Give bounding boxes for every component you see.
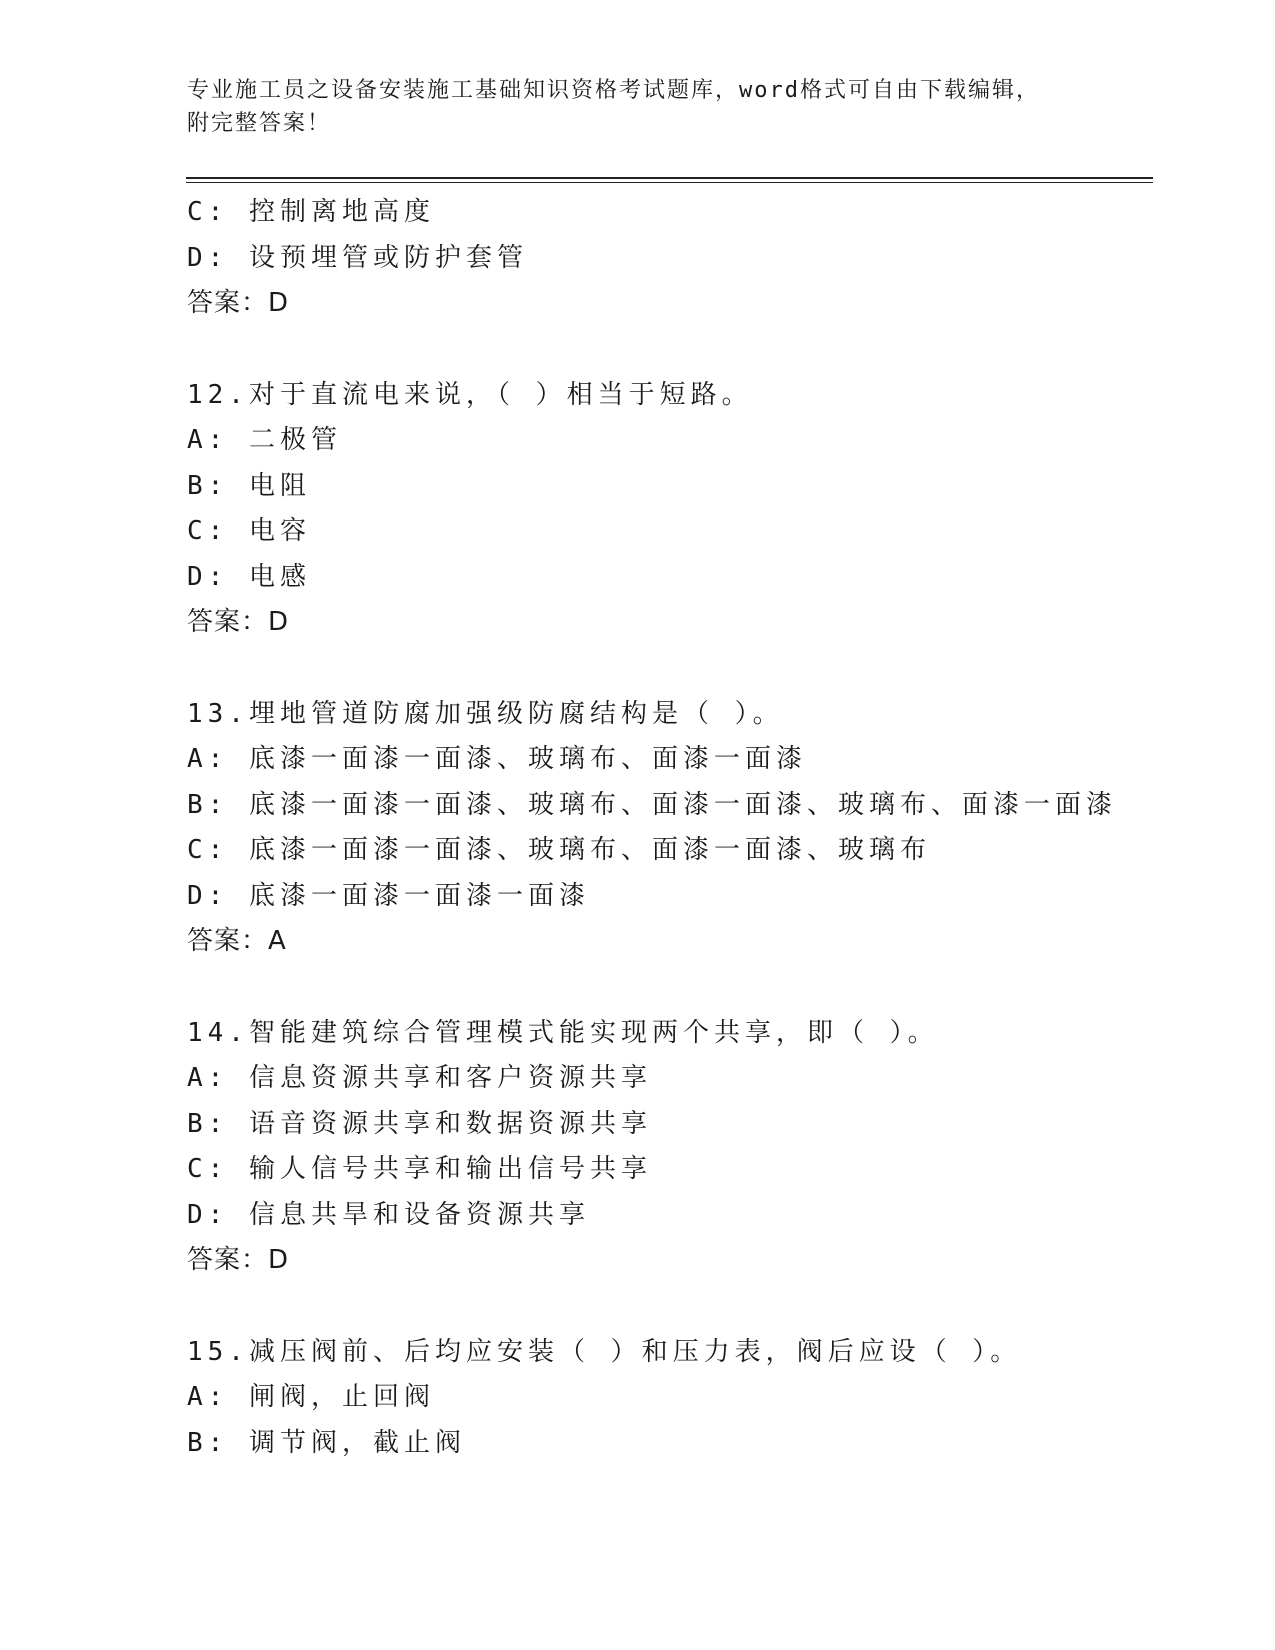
- option-a: A: 闸阀，止回阀: [187, 1382, 435, 1412]
- option-c: C: 控制离地高度: [187, 197, 435, 227]
- answer: 答案：D: [187, 1245, 290, 1275]
- option-d: D: 电感: [187, 561, 311, 592]
- question-list: [187, 190, 1187, 1466]
- question-15: [187, 1330, 1187, 1467]
- option-a: A: 二极管: [187, 425, 342, 455]
- option-a: A: 底漆一面漆一面漆、玻璃布、面漆一面漆: [187, 744, 807, 774]
- question-stem: 14.智能建筑综合管理模式能实现两个共享，即（ ）。: [187, 1017, 939, 1048]
- header-line-1: 专业施工员之设备安装施工基础知识资格考试题库，word格式可自由下载编辑，: [187, 78, 1040, 103]
- option-b: B: 电阻: [187, 470, 311, 501]
- question-stem: 15.减压阀前、后均应安装（ ）和压力表，阀后应设（ ）。: [187, 1336, 1022, 1367]
- question-11-continued: [187, 190, 1187, 327]
- option-c: C: 输人信号共享和输出信号共享: [187, 1154, 652, 1184]
- option-b: B: 调节阀，截止阀: [187, 1427, 466, 1458]
- option-d: D: 信息共旱和设备资源共享: [187, 1199, 590, 1230]
- answer: 答案：D: [187, 607, 290, 637]
- option-d: D: 底漆一面漆一面漆一面漆: [187, 880, 590, 911]
- question-stem: 13.埋地管道防腐加强级防腐结构是（ ）。: [187, 698, 784, 729]
- question-stem: 12.对于直流电来说，（ ）相当于短路。: [187, 379, 753, 410]
- answer: 答案：D: [187, 288, 290, 318]
- option-a: A: 信息资源共享和客户资源共享: [187, 1063, 652, 1093]
- question-14: [187, 1011, 1187, 1284]
- question-13: [187, 692, 1187, 965]
- header-divider: [186, 177, 1153, 183]
- option-c: C: 底漆一面漆一面漆、玻璃布、面漆一面漆、玻璃布: [187, 835, 931, 865]
- page-header: [187, 74, 1087, 140]
- option-c: C: 电容: [187, 516, 311, 546]
- option-b: B: 语音资源共享和数据资源共享: [187, 1108, 652, 1139]
- option-b: B: 底漆一面漆一面漆、玻璃布、面漆一面漆、玻璃布、面漆一面漆: [187, 789, 1117, 820]
- answer: 答案：A: [187, 926, 287, 956]
- question-12: [187, 373, 1187, 646]
- option-d: D: 设预埋管或防护套管: [187, 242, 528, 273]
- header-line-2: 附完整答案！: [187, 111, 332, 136]
